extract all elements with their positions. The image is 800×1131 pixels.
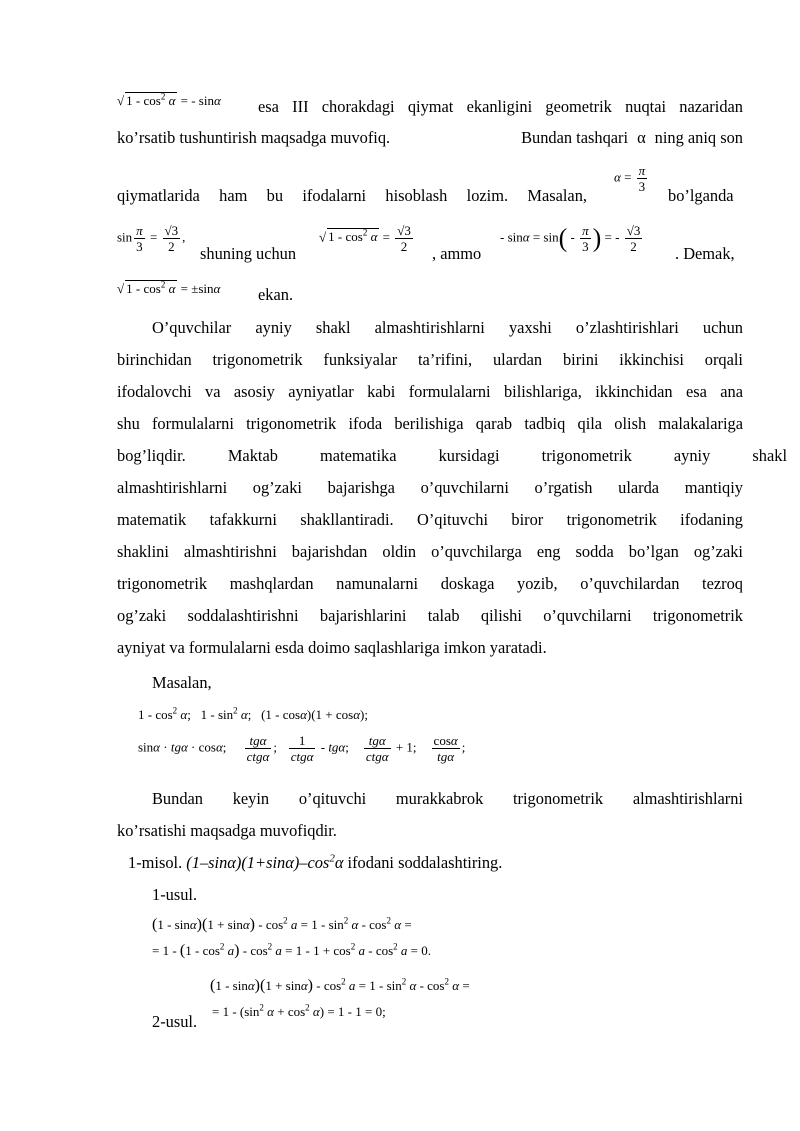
text-segment: ekan.: [258, 285, 294, 304]
method-2-line-2: = $1 - (\sin^2$ $\alpha + \cos^2 \alpha) = 1 - 1 = 0$;: [212, 1002, 386, 1019]
alpha-symbol: α: [637, 128, 646, 147]
text-line: ifodalovchi va asosiy ayniyatlar kabi formulalarni bilishlariga, ikkinchidan esa ana: [117, 382, 743, 401]
text-line: og’zaki soddalashtirishni bajarishlarini talab qilishi o’quvchilarni trigonometrik: [117, 606, 743, 625]
text-line: almashtirishlarni og’zaki bajarishga o’quvchilarni o’rgatish ularda mantiqiy: [117, 478, 743, 497]
text-segment: , ammo: [432, 244, 482, 263]
text-line: matematik tafakkurni shakllantiradi. O’qituvchi biror trigonometrik ifodaning: [117, 510, 743, 529]
method-1-label: 1-usul.: [152, 885, 198, 904]
text-segment: . Demak,: [675, 244, 735, 263]
examples-row-1: $1 - \cos^2 \alpha$; $1 - \sin^2 \alpha$; (1 - cosα)(1 + cosα);: [138, 705, 368, 722]
example-task: ifodani soddalashtiring.: [347, 853, 503, 872]
method-2-line-1: $(1 - \sin\alpha)(1 + \sin\alpha) - \cos^2 a = 1 - \sin^2 \alpha - \cos^2 \alpha$ =: [210, 976, 470, 994]
text-line: Bundan keyin o’qituvchi murakkabrok trigonometrik almashtirishlarni: [152, 789, 743, 808]
examples-row-2: sinα · tgα · cosα; $\frac{\text{tgα}}{\text{ctgα}}$ ; $\frac{1}{\text{ctgα}}$ - tgα; $\frac{\text{tgα}}{\text{ctgα}}$ + 1; $\frac{\cos\alpha}{\text{tgα}}$ ;: [138, 733, 466, 764]
text-line: [117, 128, 743, 148]
example-label: 1-misol.: [128, 853, 183, 872]
method-2-label: 2-usul.: [152, 1012, 198, 1031]
text-segment: ko’rsatib tushuntirish maqsadga muvofiq.: [117, 128, 391, 147]
text-line: qiymatlarida ham bu ifodalarni hisoblash lozim. Masalan,: [117, 186, 587, 205]
text-segment: shuning uchun: [200, 244, 297, 263]
text-segment: [521, 128, 743, 148]
formula-pm: √ $1 - \cos^2 \alpha = \pm\sin\alpha$: [117, 279, 221, 296]
formula-sin-pi3: sin $\frac{\pi}{3}$ = $\frac{√3}{2}$ ,: [117, 223, 186, 254]
method-1-line-1: $(1 - \sin\alpha)(1 + \sin\alpha) - \cos^2 a = 1 - \sin^2 \alpha - \cos^2 \alpha$ =: [152, 915, 412, 933]
formula-intro: √ $1 - \cos^2 \alpha$ = - sinα: [117, 91, 221, 108]
masalan-label: Masalan,: [152, 673, 212, 692]
method-1-line-2: = $1 - (1 - \cos^2 a) - \cos^2 a = 1 - 1 + \cos^2 a - \cos^2 a = 0$.: [152, 941, 432, 959]
example-title: [128, 853, 502, 873]
text-line: bo’lganda: [668, 186, 734, 205]
formula-minus-sin: - sinα = sin( - $\frac{\pi}{3}$ ) = - $\frac{√3}{2}$: [500, 223, 641, 254]
text-line: birinchidan trigonometrik funksiyalar ta’rifini, ulardan birini ikkinchisi orqali: [117, 350, 743, 369]
text-segment: ning aniq son: [654, 128, 743, 147]
text-line: esa III chorakdagi qiymat ekanligini geometrik nuqtai nazaridan: [258, 97, 743, 116]
text-line: ko’rsatishi maqsadga muvofiqdir.: [117, 821, 337, 840]
example-expression: $(1-\sin\alpha)(1+\sin\alpha)-\cos^2\alpha$: [186, 852, 344, 872]
text-line: bog’liqdir. Maktab matematika kursidagi trigonometrik ayniy shakl: [117, 446, 788, 465]
text-segment: Bundan tashqari: [521, 128, 629, 147]
formula-sqrt-eq: √ $1 - \cos^2 \alpha$ = $\frac{√3}{2}$: [319, 223, 411, 254]
formula-alpha-eq: α = $\frac{\pi}{3}$: [614, 163, 646, 194]
text-line: shu formulalarni trigonometrik ifoda berilishiga qarab tadbiq qila olish malakalariga: [117, 414, 743, 433]
text-line: shaklini almashtirishni bajarishdan oldin o’quvchilarga eng sodda bo’lgan og’zaki: [117, 542, 743, 561]
text-line: ayniyat va formulalarni esda doimo saqlashlariga imkon yaratadi.: [117, 638, 547, 657]
text-line: O’quvchilar ayniy shakl almashtirishlarni yaxshi o’zlashtirishlari uchun: [152, 318, 743, 337]
text-line: trigonometrik mashqlardan namunalarni doskaga yozib, o’quvchilardan tezroq: [117, 574, 743, 593]
